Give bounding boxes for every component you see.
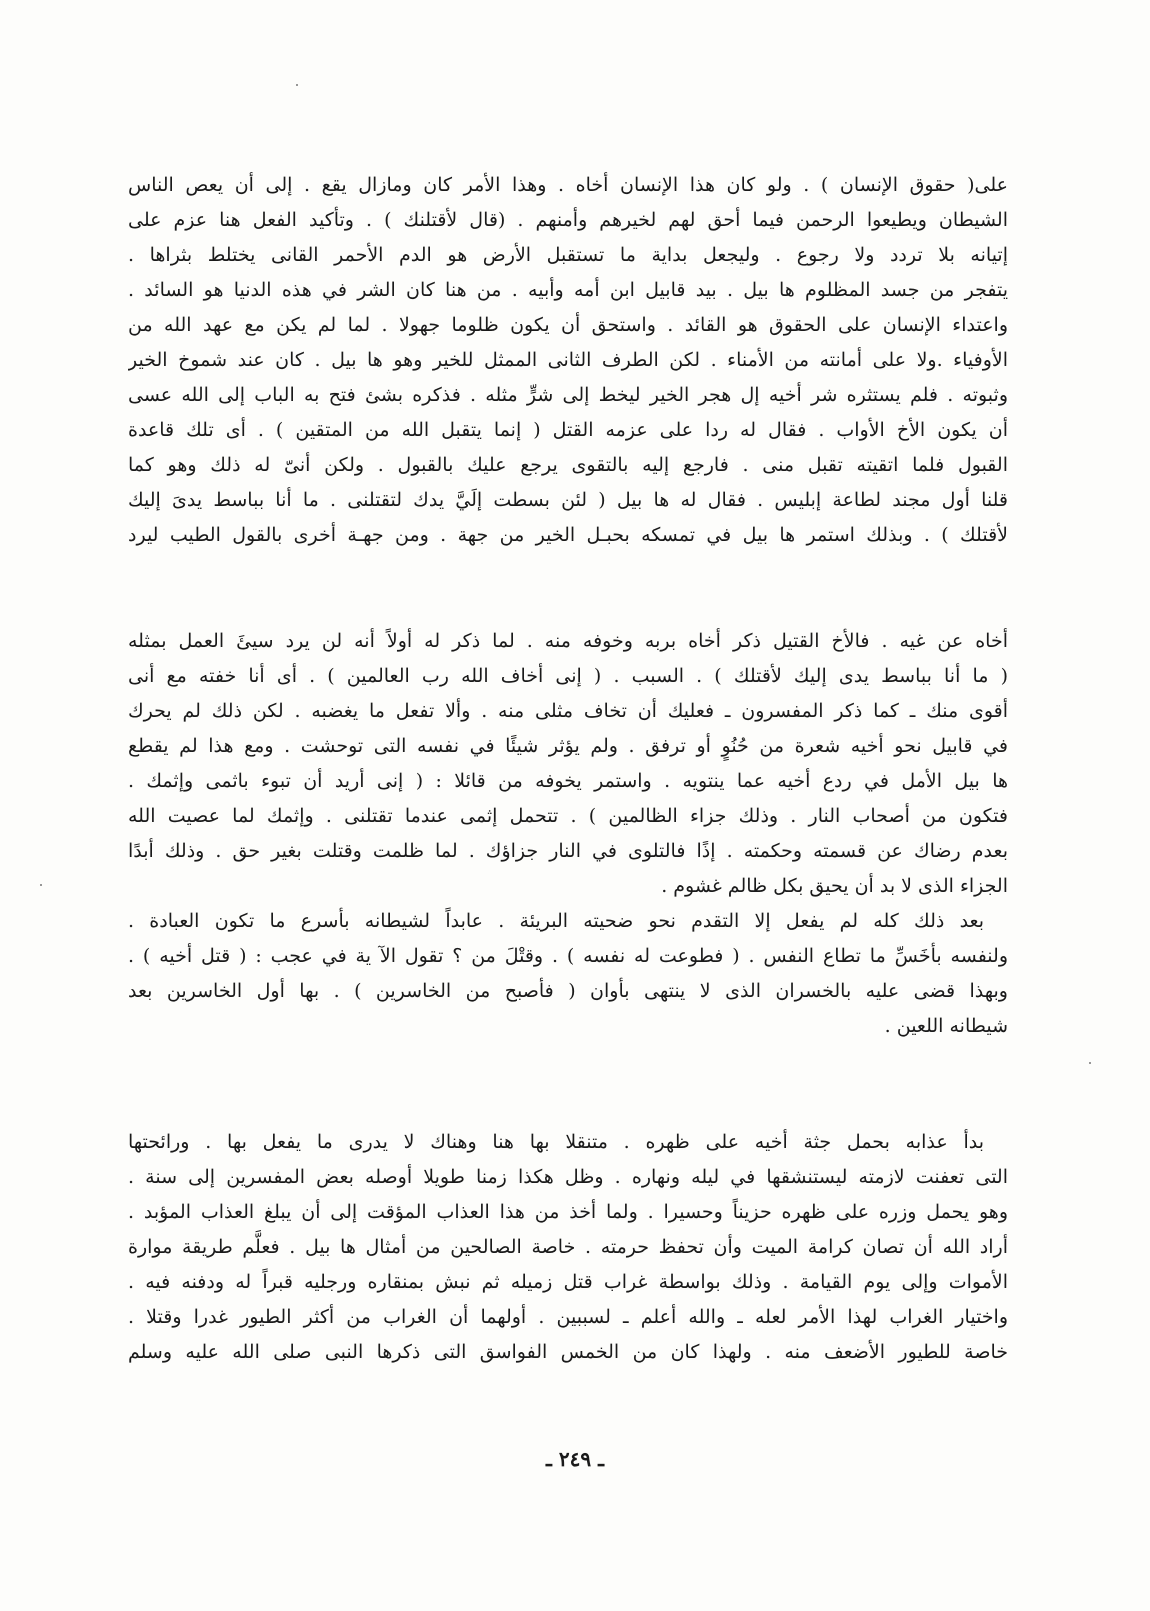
text-line: التى تعفنت لازمته ليستنشقها في ليله ونهاره . وظل هكذا زمنا طويلا أوصله بعض المفسرين إلى سنة . xyxy=(128,1166,1008,1188)
text-line: الجزاء الذى لا بد أن يحيق بكل ظالم غشوم . xyxy=(661,875,1008,897)
paragraph-2 xyxy=(128,624,1008,1044)
text-line: بدأ عذابه بحمل جثة أخيه على ظهره . متنقلا بها هنا وهناك لا يدرى ما يفعل بها . ورائحتها xyxy=(128,1131,984,1153)
text-line: بعد ذلك كله لم يفعل إلا التقدم نحو ضحيته البريئة . عابداً لشيطانه بأسرع ما تكون العبادة . xyxy=(128,910,984,932)
text-line: واعتداء الإنسان على الحقوق هو القائد . واستحق أن يكون ظلوما جهولا . لما لم يكن مع عهد الله من xyxy=(128,314,1008,336)
text-line: واختيار الغراب لهذا الأمر لعله ـ والله أعلم ـ لسببين . أولهما أن الغراب من أكثر الطيور غدرا وقتلا . xyxy=(128,1306,1008,1328)
text-line: بعدم رضاك عن قسمته وحكمته . إذًا فالتلوى في النار جزاؤك . لما ظلمت وقتلت بغير حق . وذلك أبدًا xyxy=(128,840,1008,862)
text-line: وهو يحمل وزره على ظهره حزيناً وحسيرا . ولما أخذ من هذا العذاب المؤقت إلى أن يبلغ العذاب المؤبد . xyxy=(128,1201,1008,1223)
paragraph-1 xyxy=(128,168,1008,553)
text-line: الأوفياء .ولا على أمانته من الأمناء . لكن الطرف الثانى الممثل للخير وهو ها بيل . كان عند شموخ الخير xyxy=(128,349,1008,371)
text-line: الشيطان ويطيعوا الرحمن فيما أحق لهم لخيرهم وأمنهم . (قال لأقتلنك ) . وتأكيد الفعل هنا عزم على xyxy=(128,209,1008,231)
text-line: القبول فلما اتقيته تقبل منى . فارجع إليه بالتقوى يرجع عليك بالقبول . ولكن أنىّ له ذلك وهو كما xyxy=(128,454,1008,476)
text-line: قلنا أول مجند لطاعة إبليس . فقال له ها بيل ( لئن بسطت إلَيَّ يدك لتقتلنى . ما أنا بباسط يدىَ إليك xyxy=(128,489,1008,511)
text-line: ( ما أنا بباسط يدى إليك لأقتلك ) . السبب . ( إنى أخاف الله رب العالمين ) . أى أنا خفته مع أنى xyxy=(128,665,1008,687)
scan-speck xyxy=(1089,1062,1091,1064)
paragraph-3 xyxy=(128,1125,1008,1370)
text-line: أقوى منك ـ كما ذكر المفسرون ـ فعليك أن تخاف مثلى منه . وألا تفعل ما يغضبه . لكن ذلك لم يحرك xyxy=(128,700,1008,722)
text-line: إتيانه بلا تردد ولا رجوع . وليجعل بداية ما تستقبل الأرض هو الدم الأحمر القانى يختلط بثراها . xyxy=(128,244,1008,266)
text-line: ولنفسه بأخَسِّ ما تطاع النفس . ( فطوعت له نفسه ) . وقتْلَ من ؟ تقول الآ ية في عجب : ( قتل أخيه ) . xyxy=(128,945,1008,967)
text-line: خاصة للطيور الأضعف منه . ولهذا كان من الخمس الفواسق التى ذكرها النبى صلى الله عليه وسلم xyxy=(128,1341,1008,1363)
page-number: ـ ٢٤٩ ـ xyxy=(546,1447,604,1471)
text-line: ها بيل الأمل في ردع أخيه عما ينتويه . واستمر يخوفه من قائلا : ( إنى أريد أن تبوء باثمى وإثمك . xyxy=(128,770,1008,792)
text-line: يتفجر من جسد المظلوم ها بيل . بيد قابيل ابن أمه وأبيه . من هنا كان الشر في هذه الدنيا هو السائد . xyxy=(128,279,1008,301)
scan-speck xyxy=(296,84,298,86)
text-line: في قابيل نحو أخيه شعرة من حُنُوٍ أو ترفق . ولم يؤثر شيئًا في نفسه التى توحشت . ومع هذا لم يقطع xyxy=(128,735,1008,757)
text-line: شيطانه اللعين . xyxy=(884,1015,1008,1037)
text-line: فتكون من أصحاب النار . وذلك جزاء الظالمين ) . تتحمل إثمى عندما تقتلنى . وإثمك لما عصيت الله xyxy=(128,805,1008,827)
text-line: أخاه عن غيه . فالأخ القتيل ذكر أخاه بربه وخوفه منه . لما ذكر له أولاً أنه لن يرد سيئَ العمل بمثله xyxy=(128,630,1008,652)
text-line: أراد الله أن تصان كرامة الميت وأن تحفظ حرمته . خاصة الصالحين من أمثال ها بيل . فعلَّم طريقة موارة xyxy=(128,1236,1008,1258)
scan-speck xyxy=(40,884,42,886)
text-line: لأقتلك ) . وبذلك استمر ها بيل في تمسكه بحبـل الخير من جهة . ومن جهـة أخرى بالقول الطيب ليرد xyxy=(128,524,1008,546)
text-line: وثبوته . فلم يستثره شر أخيه إل هجر الخير ليخط إلى شرٍّ مثله . فذكره بشئ فتح به الباب إلى الله عسى xyxy=(128,384,1008,406)
text-line: الأموات وإلى يوم القيامة . وذلك بواسطة غراب قتل زميله ثم نبش بمنقاره ورجليه قبراً له ودفنه فيه . xyxy=(128,1271,1008,1293)
text-line: وبهذا قضى عليه بالخسران الذى لا ينتهى بأوان ( فأصبح من الخاسرين ) . بها أول الخاسرين بعد xyxy=(128,980,1008,1002)
text-line: على( حقوق الإنسان ) . ولو كان هذا الإنسان أخاه . وهذا الأمر كان ومازال يقع . إلى أن يعص الناس xyxy=(128,174,1008,196)
text-line: أن يكون الأخ الأواب . فقال له ردا على عزمه القتل ( إنما يتقبل الله من المتقين ) . أى تلك قاعدة xyxy=(128,419,1008,441)
